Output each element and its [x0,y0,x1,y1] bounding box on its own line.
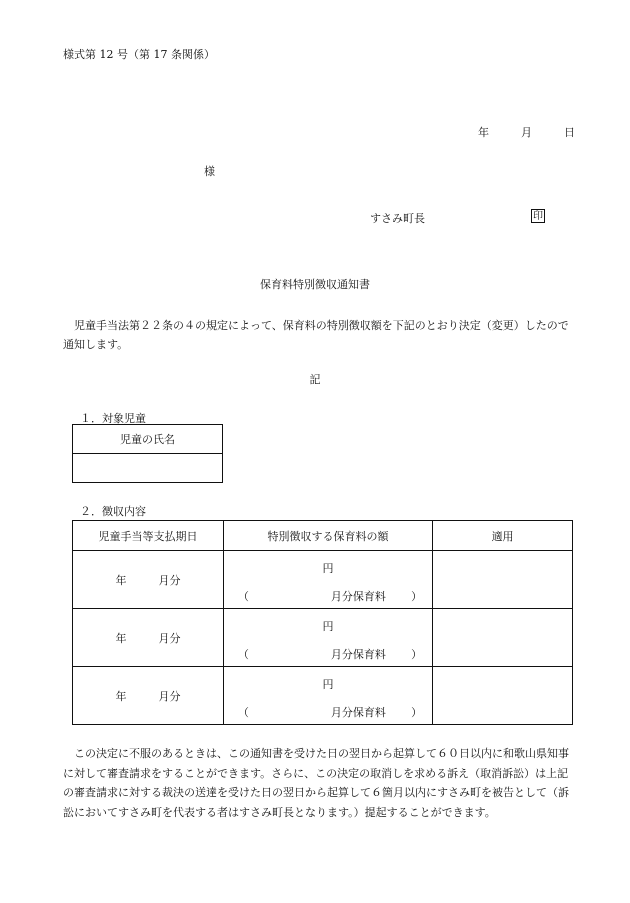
period-cell[interactable] [73,609,224,667]
left-paren: （ [237,706,249,719]
addressee-honorific: 様 [204,165,215,178]
amount-cell[interactable] [223,667,432,725]
form-number: 様式第 12 号（第 17 条関係） [63,48,215,61]
period-year: 年 [115,689,127,703]
date-day: 日 [564,126,575,139]
intro-paragraph: 児童手当法第２２条の４の規定によって、保育料の特別徴収額を下記のとおり決定（変更）したので通知します。 [63,319,569,351]
note-cell[interactable] [433,609,573,667]
yen-label: 円 [322,620,334,633]
note-cell[interactable] [433,551,573,609]
note-cell[interactable] [433,667,573,725]
period-month: 月分 [158,689,181,703]
ki-marker: 記 [309,373,321,386]
period-year: 年 [115,631,127,645]
month-fee-label: 月分保育料 [330,648,386,661]
levy-table [72,520,573,725]
section2-heading: ２．徴収内容 [80,505,146,518]
document-title: 保育料特別徴収通知書 [260,278,370,291]
period-month: 月分 [158,573,181,587]
left-paren: （ [237,590,249,603]
table-row [73,667,573,725]
child-name-header: 児童の氏名 [73,425,223,454]
left-paren: （ [237,648,249,661]
header-levy-amount: 特別徴収する保育料の額 [223,521,432,551]
header-note: 適用 [433,521,573,551]
period-year: 年 [115,573,127,587]
yen-label: 円 [322,678,334,691]
month-fee-label: 月分保育料 [330,706,386,719]
yen-label: 円 [322,562,334,575]
period-cell[interactable] [73,667,224,725]
child-table [72,424,223,483]
right-paren: ） [411,590,423,603]
month-fee-label: 月分保育料 [330,590,386,603]
period-month: 月分 [158,631,181,645]
appeal-notice: この決定に不服のあるときは、この通知書を受けた日の翌日から起算して６０日以内に和歌山県知事に対して審査請求をすることができます。さらに、この決定の取消しを求める訴え（取消訴訟）は上記の審査請求に対する裁決の送達を受けた日の翌日から起算して６箇月以内にすさみ町を被告として（訴訟においてすさみ町を代表する者はすさみ町長となります。）提起することができます。 [63,747,569,819]
amount-cell[interactable] [223,551,432,609]
date-month: 月 [521,126,532,139]
child-name-cell[interactable] [73,454,223,483]
table-row [73,551,573,609]
date-line [478,124,575,140]
right-paren: ） [411,706,423,719]
table-row [73,609,573,667]
header-payment-date: 児童手当等支払期日 [73,521,224,551]
period-cell[interactable] [73,551,224,609]
amount-cell[interactable] [223,609,432,667]
issuer-name: すさみ町長 [370,212,425,225]
seal-mark: 印 [533,211,543,222]
right-paren: ） [411,648,423,661]
date-year: 年 [478,126,489,139]
section1-heading: １．対象児童 [80,412,146,425]
